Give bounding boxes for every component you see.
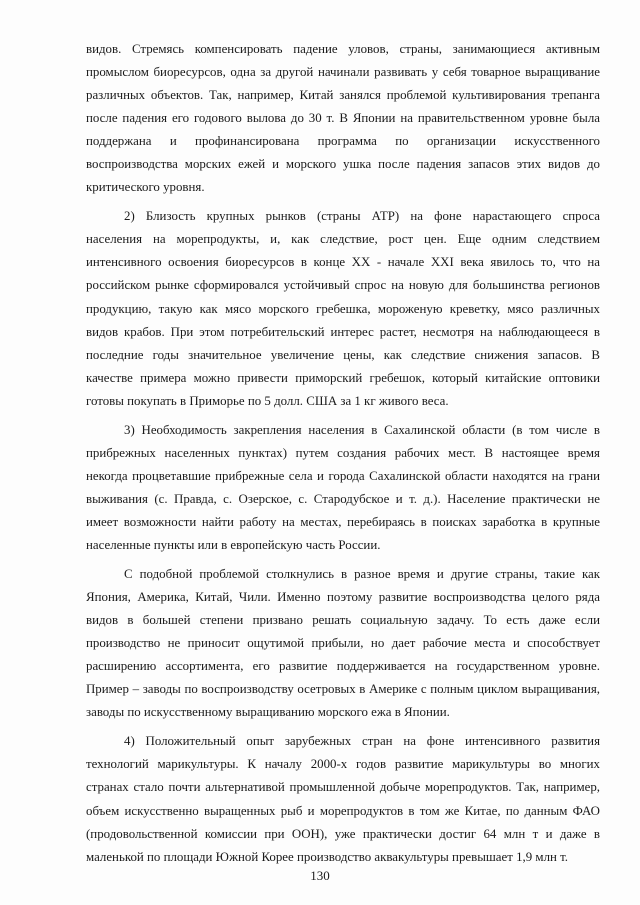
paragraph: [86, 38, 600, 199]
text-line: продукцию, такую как мясо морского гребешка, мороженую креветку, мясо различных: [86, 301, 600, 316]
text-line: Пример – заводы по воспроизводству осетровых в Америке с полным циклом выращивания,: [86, 682, 600, 697]
text-line: некогда процветавшие прибрежные села и города Сахалинской области находятся на грани: [86, 468, 600, 483]
text-line: видов крабов. При этом потребительский интерес растет, несмотря на наблюдающееся в: [86, 324, 600, 339]
paragraph: [86, 730, 600, 868]
text-line: имеет возможности найти работу на местах, перебираясь в поисках заработка в крупные: [86, 514, 600, 529]
paragraph: [86, 205, 600, 412]
text-line: маленькой по площади Южной Корее производство аквакультуры превышает 1,9 млн т.: [86, 849, 569, 864]
paragraph: [86, 419, 600, 557]
paragraph: [86, 563, 600, 724]
text-line: различных объектов. Так, например, Китай занялся проблемой культивирования трепанга: [86, 88, 600, 103]
text-line: после падения его годового вылова до 30 т. В Японии на правительственном уровне была: [86, 111, 600, 126]
text-line: технологий марикультуры. К началу 2000-х годов развитие марикультуры во многих: [86, 757, 600, 772]
text-line: качестве примера можно привести приморский гребешок, который китайские оптовики: [86, 370, 600, 385]
text-line: прибрежных населенных пунктах) путем создания рабочих мест. В настоящее время: [86, 445, 600, 460]
page-number: 130: [310, 868, 330, 883]
text-line: критического уровня.: [86, 180, 205, 195]
text-line: населенные пункты или в европейскую часть России.: [86, 537, 381, 552]
text-line: С подобной проблемой столкнулись в разное время и другие страны, такие как: [124, 567, 600, 582]
text-line: объем искусственно выращенных рыб и морепродуктов в том же Китае, по данным ФАО: [86, 803, 600, 818]
text-line: Япония, Америка, Китай, Чили. Именно поэтому развитие воспроизводства целого ряда: [86, 590, 600, 605]
body-text: [86, 38, 600, 869]
text-line: поддержана и профинансирована программа по организации искусственного: [86, 134, 600, 149]
text-line: готовы покупать в Приморье по 5 долл. США за 1 кг живого веса.: [86, 393, 449, 408]
text-line: (продовольственной комиссии при ООН), уже практически достиг 64 млн т и даже в: [86, 826, 600, 841]
text-line: выживания (с. Правда, с. Озерское, с. Стародубское и т. д.). Население практически не: [86, 491, 600, 506]
text-line: 2) Близость крупных рынков (страны АТР) на фоне нарастающего спроса: [124, 209, 600, 224]
text-line: видов в большей степени призвано решать социальную задачу. То есть даже если: [86, 613, 600, 628]
text-line: видов. Стремясь компенсировать падение уловов, страны, занимающиеся активным: [86, 42, 600, 56]
text-line: расширению ассортимента, его развитие поддерживается на государственном уровне.: [86, 659, 600, 674]
text-line: населения на морепродукты, и, как следствие, рост цен. Еще одним следствием: [86, 232, 600, 247]
text-line: производство не приносит ощутимой прибыли, но дает рабочие места и способствует: [86, 636, 600, 651]
text-line: странах стало почти альтернативой промышленной добыче морепродуктов. Так, например,: [86, 780, 600, 795]
text-line: промыслом биоресурсов, одна за другой начинали развивать у себя товарное выращивание: [86, 65, 600, 80]
text-line: 3) Необходимость закрепления населения в Сахалинской области (в том числе в: [124, 422, 600, 437]
text-line: интенсивного освоения биоресурсов в конце XX - начале XXI века явилось то, что на: [86, 255, 600, 270]
text-line: российском рынке сформировался устойчивый спрос на новую для большинства регионов: [86, 278, 600, 293]
text-line: последние годы значительное увеличение цены, как следствие снижения запасов. В: [86, 347, 600, 362]
text-line: 4) Положительный опыт зарубежных стран на фоне интенсивного развития: [124, 734, 600, 749]
text-line: заводы по искусственному выращиванию морского ежа в Японии.: [86, 705, 450, 720]
text-line: воспроизводства морских ежей и морского ушка после падения запасов этих видов до: [86, 157, 600, 172]
